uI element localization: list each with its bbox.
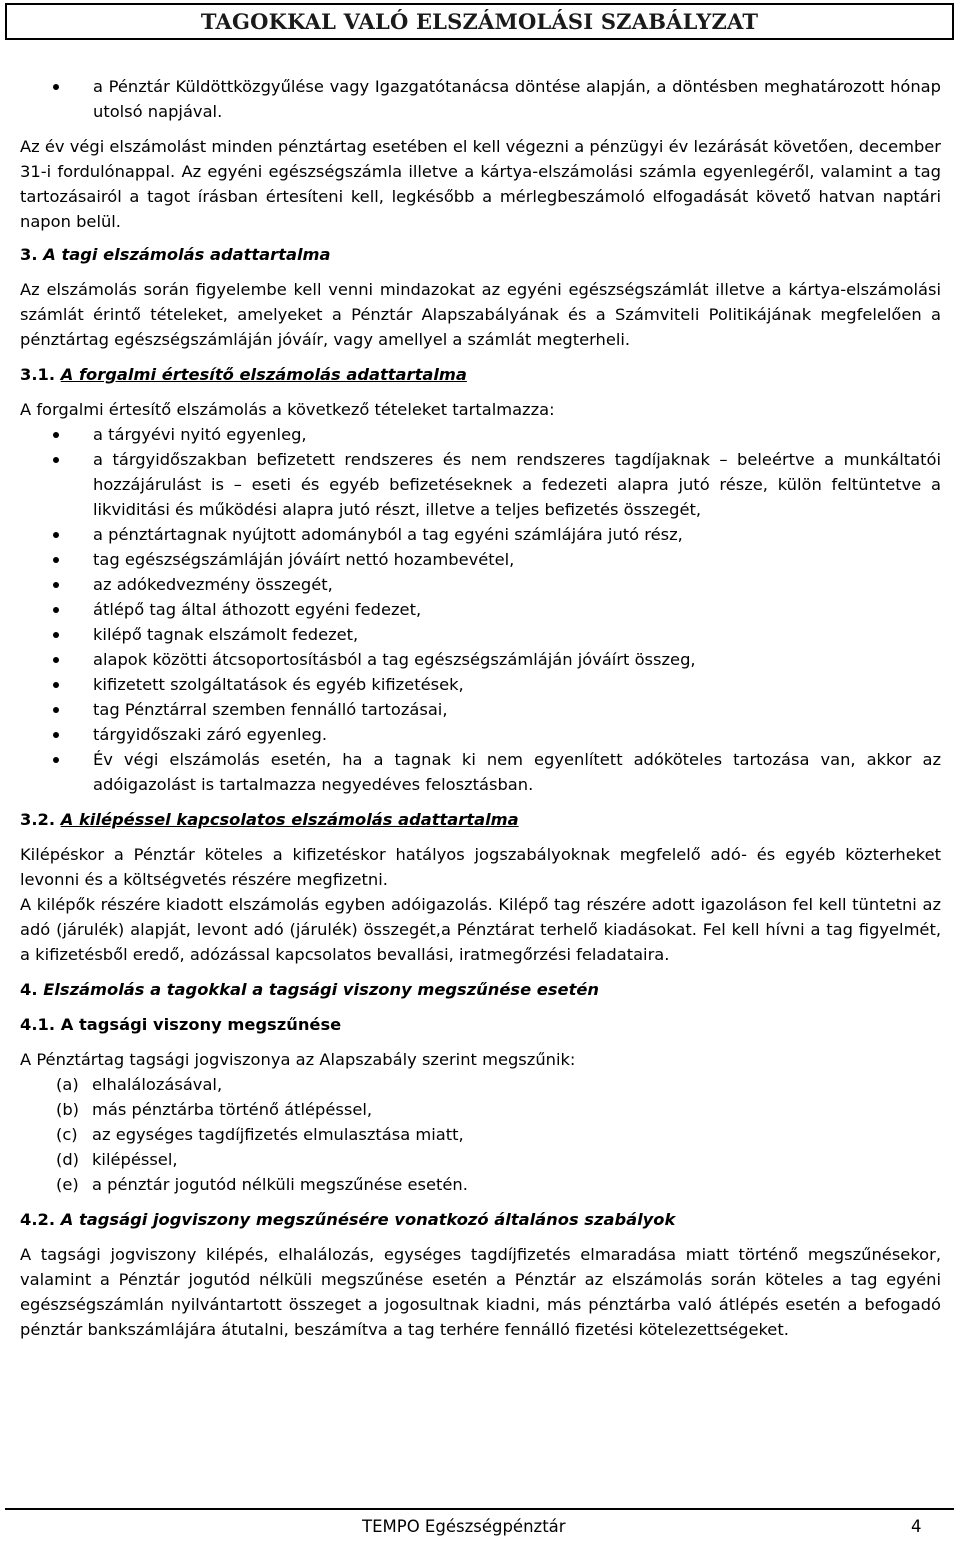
page-header bbox=[5, 3, 954, 40]
footer-divider bbox=[5, 1508, 954, 1510]
document-title: TAGOKKAL VALÓ ELSZÁMOLÁSI SZABÁLYZAT bbox=[200, 9, 759, 34]
list-item: (c) az egységes tagdíjfizetés elmulasztása miatt, bbox=[56, 1125, 464, 1144]
section-4-1-heading: 4.1. A tagsági viszony megszűnése bbox=[20, 1015, 342, 1034]
bullet-icon bbox=[53, 732, 59, 738]
document-body bbox=[20, 74, 941, 1342]
bullet-icon bbox=[53, 557, 59, 563]
intro-bullet-list bbox=[20, 74, 941, 124]
bullet-icon bbox=[53, 632, 59, 638]
year-end-paragraph: Az év végi elszámolást minden pénztártag esetében el kell végezni a pénzügyi év lezárását követően, december 31-i fordulónappal. Az egyéni egészségszámla illetve a kártya-elszámolási számla egyenlegéről, valamint a tag tartozásairól a tagot írásban értesíteni kell, legkésőbb a mérlegbeszámoló elfogadását követő hatvan naptári napon belül. bbox=[20, 137, 941, 231]
statement-items-list bbox=[20, 422, 941, 797]
list-item: kilépő tagnak elszámolt fedezet, bbox=[20, 622, 941, 647]
bullet-icon bbox=[53, 757, 59, 763]
bullet-icon bbox=[53, 607, 59, 613]
list-item: a tárgyidőszakban befizetett rendszeres és nem rendszeres tagdíjaknak – beleértve a munkáltatói hozzájárulást is – eseti és egyéb befizetéseknek a fedezeti alapra jutó része, külön feltüntetve a likviditási és működési alapra jutó részt, illetve a teljes befizetés összegét, bbox=[20, 447, 941, 522]
section-3-1-intro: A forgalmi értesítő elszámolás a következő tételeket tartalmazza: bbox=[20, 400, 555, 419]
list-item: tag egészségszámláján jóváírt nettó hozambevétel, bbox=[20, 547, 941, 572]
list-item: tárgyidőszaki záró egyenleg. bbox=[20, 722, 941, 747]
bullet-icon bbox=[53, 707, 59, 713]
section-3-2-heading: 3.2. A kilépéssel kapcsolatos elszámolás adattartalma bbox=[20, 810, 519, 829]
list-item: tag Pénztárral szemben fennálló tartozásai, bbox=[20, 697, 941, 722]
section-3-1-heading: 3.1. A forgalmi értesítő elszámolás adattartalma bbox=[20, 365, 467, 384]
section-4-1-intro: A Pénztártag tagsági jogviszonya az Alapszabály szerint megszűnik: bbox=[20, 1050, 576, 1069]
list-item: a pénztártagnak nyújtott adományból a tag egyéni számlájára jutó rész, bbox=[20, 522, 941, 547]
list-item: kifizetett szolgáltatások és egyéb kifizetések, bbox=[20, 672, 941, 697]
bullet-icon bbox=[53, 582, 59, 588]
section-3-2-paragraph-2: A kilépők részére kiadott elszámolás egyben adóigazolás. Kilépő tag részére adott igazoláson fel kell tüntetni az adó (járulék) alapját, levont adó (járulék) összegét,a Pénztárat terhelő kiadásokat. Fel kell hívni a tag figyelmét, a kifizetésből eredő, adózással kapcsolatos bevallási, iratmegőrzési feladataira. bbox=[20, 895, 941, 964]
list-item: az adókedvezmény összegét, bbox=[20, 572, 941, 597]
list-item: a Pénztár Küldöttközgyűlése vagy Igazgatótanácsa döntése alapján, a döntésben meghatározott hónap utolsó napjával. bbox=[20, 74, 941, 124]
termination-reasons-list bbox=[20, 1072, 941, 1197]
bullet-icon bbox=[53, 457, 59, 463]
section-3-paragraph: Az elszámolás során figyelembe kell venni mindazokat az egyéni egészségszámlát illetve a kártya-elszámolási számlát érintő tételeket, amelyeket a Pénztár Alapszabályának és a Számviteli Politikájának megfelelően a pénztártag egészségszámláján jóváír, vagy amellyel a számlát megterheli. bbox=[20, 280, 941, 349]
section-4-heading: 4. Elszámolás a tagokkal a tagsági viszony megszűnése esetén bbox=[20, 980, 599, 999]
list-item: (e) a pénztár jogutód nélküli megszűnése esetén. bbox=[56, 1175, 468, 1194]
list-item: Év végi elszámolás esetén, ha a tagnak ki nem egyenlített adóköteles tartozása van, akkor az adóigazolást is tartalmazza negyedéves felosztásban. bbox=[20, 747, 941, 797]
page-number: 4 bbox=[911, 1517, 922, 1536]
bullet-icon bbox=[53, 432, 59, 438]
footer-organization: TEMPO Egészségpénztár bbox=[362, 1517, 566, 1536]
list-item: átlépő tag által áthozott egyéni fedezet, bbox=[20, 597, 941, 622]
bullet-icon bbox=[53, 532, 59, 538]
section-4-2-heading: 4.2. A tagsági jogviszony megszűnésére vonatkozó általános szabályok bbox=[20, 1210, 676, 1229]
section-3-2-paragraph-1: Kilépéskor a Pénztár köteles a kifizetéskor hatályos jogszabályoknak megfelelő adó- és egyéb közterheket levonni és a költségvetés részére megfizetni. bbox=[20, 845, 941, 889]
section-4-2-paragraph: A tagsági jogviszony kilépés, elhalálozás, egységes tagdíjfizetés elmaradása miatt történő megszűnésekor, valamint a Pénztár jogutód nélküli megszűnése esetén a Pénztár az elszámolás során köteles a tag egyéni egészségszámlán nyilvántartott összeget a jogosultnak kiadni, más pénztárba való átlépés esetén a befogadó pénztár bankszámlájára átutalni, beszámítva a tag terhére fennálló fizetési kötelezettségeket. bbox=[20, 1245, 941, 1339]
bullet-icon bbox=[53, 657, 59, 663]
list-item: (a) elhalálozásával, bbox=[56, 1075, 223, 1094]
list-item: a tárgyévi nyitó egyenleg, bbox=[20, 422, 941, 447]
bullet-icon bbox=[53, 682, 59, 688]
section-3-heading: 3. A tagi elszámolás adattartalma bbox=[20, 245, 331, 264]
list-item: (b) más pénztárba történő átlépéssel, bbox=[56, 1100, 373, 1119]
list-item: (d) kilépéssel, bbox=[56, 1150, 178, 1169]
bullet-icon bbox=[53, 84, 59, 90]
list-item: alapok közötti átcsoportosításból a tag egészségszámláján jóváírt összeg, bbox=[20, 647, 941, 672]
